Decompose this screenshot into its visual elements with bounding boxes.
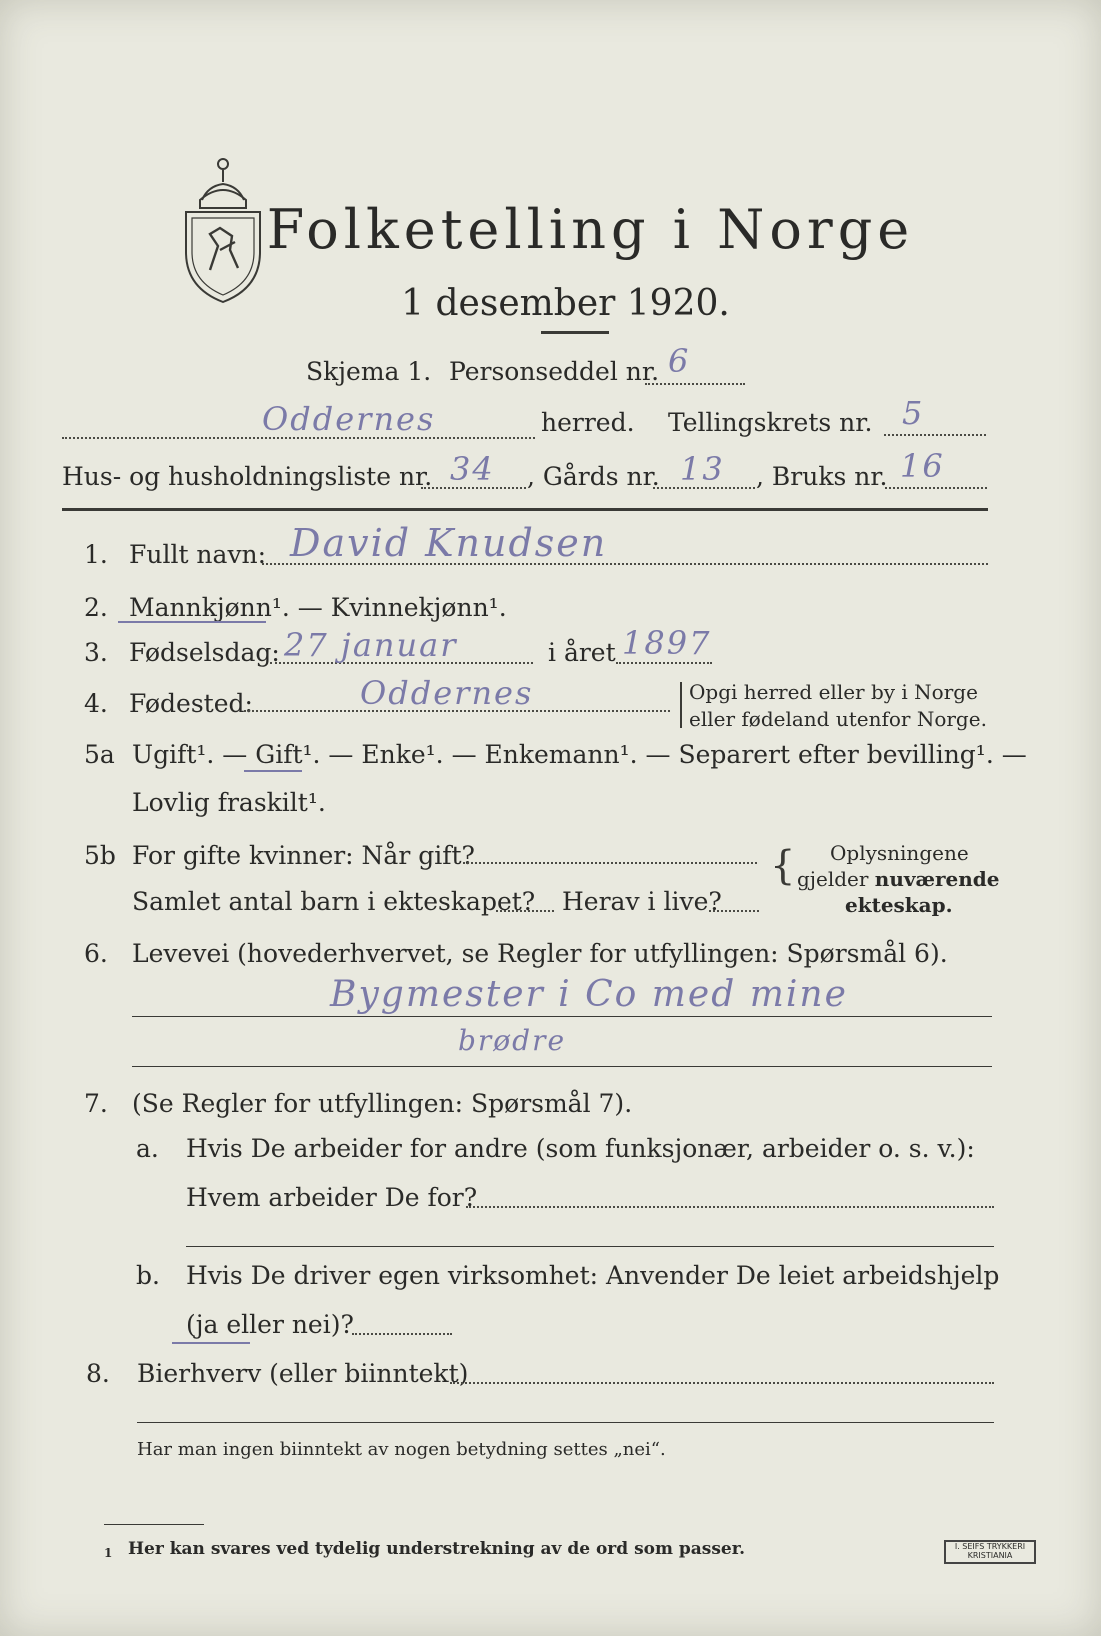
printer-stamp: [944, 1540, 1036, 1564]
q4-note-line-1: Opgi herred eller by i Norge: [689, 680, 978, 704]
q5b-number: 5b: [84, 841, 116, 870]
q7b-letter: b.: [136, 1261, 160, 1290]
q7b-label-2: (ja eller nei)?: [186, 1310, 354, 1339]
q7a-label: Hvis De arbeider for andre (som funksjonær, arbeider o. s. v.):: [186, 1134, 975, 1163]
q8-line-1: [450, 1382, 994, 1384]
gards-label: , Gårds nr.: [527, 462, 660, 491]
q7-label: (Se Regler for utfyllingen: Spørsmål 7).: [132, 1089, 633, 1118]
q3-number: 3.: [84, 638, 108, 667]
q3-year-line: [616, 662, 712, 664]
q6-number: 6.: [84, 939, 108, 968]
q8-number: 8.: [86, 1359, 110, 1388]
footnote-text: Her kan svares ved tydelig understrekning av de ord som passer.: [128, 1539, 746, 1559]
q8-label: Bierhverv (eller biinntekt): [137, 1359, 469, 1388]
q5a-number: 5a: [84, 740, 115, 769]
q5b-note-brace: {: [770, 843, 796, 889]
q7a-line-1: [466, 1206, 994, 1208]
q3-year-label: i året: [548, 638, 616, 667]
personseddel-line: [645, 383, 745, 385]
q6-line-2: [132, 1066, 992, 1067]
q7a-letter: a.: [136, 1134, 159, 1163]
q1-value: David Knudsen: [290, 521, 608, 565]
q8-note: Har man ingen biinntekt av nogen betydning settes „nei“.: [137, 1439, 666, 1460]
q5b-label: For gifte kvinner: Når gift?: [132, 841, 475, 870]
herred-label: herred.: [541, 408, 635, 437]
q3-value: 27 januar: [284, 626, 458, 664]
bruks-label: , Bruks nr.: [756, 462, 888, 491]
q5a-label-2: Lovlig fraskilt¹.: [132, 788, 326, 817]
q2-underline-mannkjonn: [118, 621, 266, 623]
bruks-line: [885, 487, 987, 489]
q4-value: Oddernes: [360, 674, 534, 712]
personseddel-label: Personseddel nr.: [449, 357, 660, 386]
q7b-line: [352, 1333, 452, 1335]
q1-label: Fullt navn:: [129, 540, 267, 569]
q5b-children-line: [496, 910, 554, 912]
q5b-label-3: Herav i live?: [562, 887, 722, 916]
tellingskrets-value: 5: [902, 394, 925, 432]
header-divider: [62, 508, 988, 511]
q6-value-line-2: brødre: [458, 1024, 567, 1057]
q3-year-value: 1897: [622, 624, 712, 662]
q5a-underline-gift: [244, 770, 302, 772]
tellingskrets-line: [884, 434, 986, 436]
q6-line-1: [132, 1016, 992, 1017]
q4-note-bracket: [680, 682, 682, 728]
form-subtitle: 1 desember 1920.: [401, 283, 730, 324]
printer-stamp-line-2: KRISTIANIA: [967, 1551, 1013, 1560]
q6-value-line-1: Bygmester i Co med mine: [330, 974, 848, 1015]
q5b-note-line-3: ekteskap.: [845, 893, 953, 917]
q3-label: Fødselsdag:: [129, 638, 280, 667]
personseddel-value: 6: [668, 342, 691, 380]
q4-note-line-2: eller fødeland utenfor Norge.: [689, 707, 987, 731]
q5b-note-line-1: Oplysningene: [830, 841, 969, 865]
q7b-underline-ja: [172, 1342, 250, 1344]
q7b-label: Hvis De driver egen virksomhet: Anvender De leiet arbeidshjelp: [186, 1261, 1000, 1290]
q7a-label-2: Hvem arbeider De for?: [186, 1183, 478, 1212]
q4-number: 4.: [84, 689, 108, 718]
q5a-label: Ugift¹. — Gift¹. — Enke¹. — Enkemann¹. — Separert efter bevilling¹. —: [132, 740, 1027, 769]
q5b-label-2: Samlet antal barn i ekteskapet?: [132, 887, 536, 916]
q5b-alive-line: [709, 910, 759, 912]
q8-line-2: [137, 1422, 994, 1423]
gards-value: 13: [680, 450, 725, 488]
q5b-note-gjelder: gjelder: [797, 867, 875, 891]
title-divider: [541, 331, 609, 334]
bruks-value: 16: [900, 447, 945, 485]
skjema-label: Skjema 1.: [306, 357, 432, 386]
husliste-label: Hus- og husholdningsliste nr.: [62, 462, 433, 491]
footnote-mark: 1: [104, 1546, 113, 1560]
q7a-line-2: [186, 1246, 994, 1247]
q5b-note-nuvaerende: nuværende: [874, 867, 1000, 891]
q2-label: Mannkjønn¹. — Kvinnekjønn¹.: [129, 593, 507, 622]
q6-label: Levevei (hovederhvervet, se Regler for utfyllingen: Spørsmål 6).: [132, 939, 948, 968]
q5b-note-line-2: [797, 867, 1000, 891]
q5b-married-line: [463, 862, 757, 864]
printer-stamp-line-1: I. SEIFS TRYKKERI: [954, 1542, 1026, 1551]
form-title: Folketelling i Norge: [266, 198, 915, 261]
tellingskrets-label: Tellingskrets nr.: [668, 408, 873, 437]
q7-number: 7.: [84, 1089, 108, 1118]
herred-value: Oddernes: [262, 400, 436, 438]
husliste-value: 34: [450, 450, 495, 488]
footnote-divider: [104, 1524, 204, 1525]
q2-number: 2.: [84, 593, 108, 622]
q4-label: Fødested:: [129, 689, 253, 718]
q1-number: 1.: [84, 540, 108, 569]
